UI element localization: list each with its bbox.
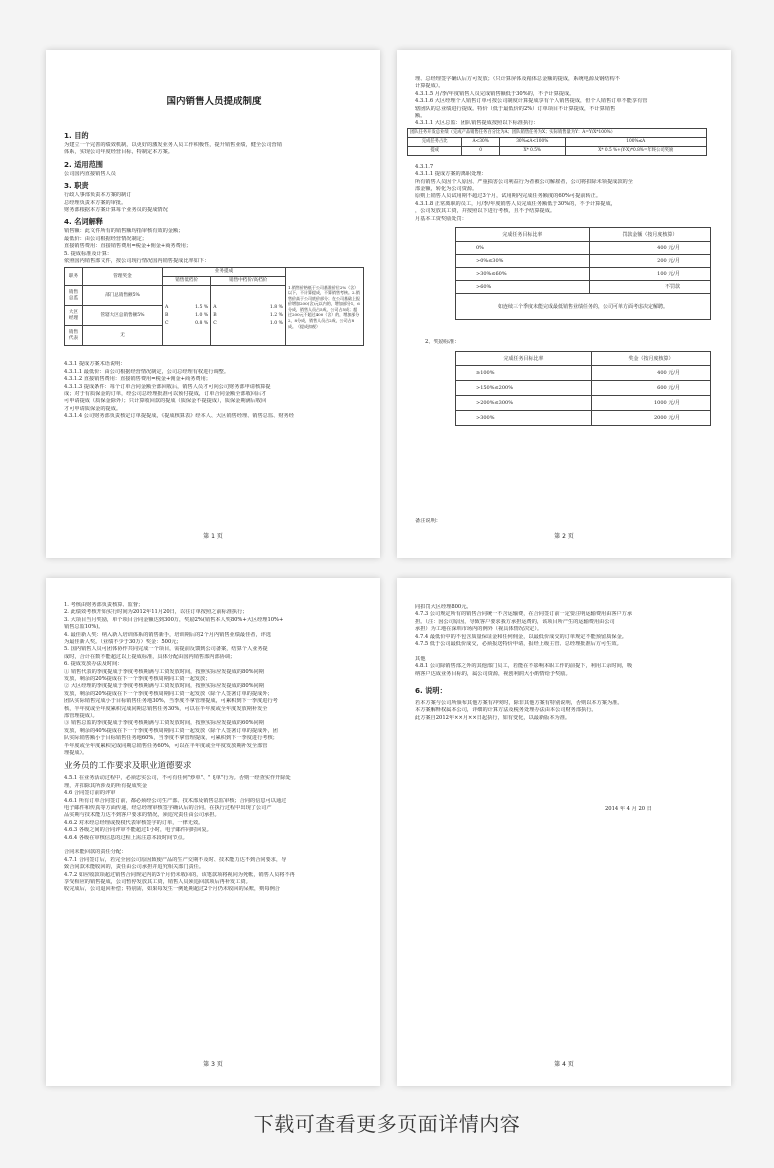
table-row <box>456 255 711 268</box>
table-cell: 不罚款 <box>589 281 710 294</box>
text-line: ① 销售代表的季度提成于季度考核期满与工资发放时间，按照实际应发提成的80%同期 <box>64 668 264 675</box>
text-line: 4.3.1.7 <box>415 163 434 170</box>
text-line: 团队实际销售完成小于目标销售任务地30%，当季度不拿管理提成，可累积到下一季度进行考 <box>64 698 278 705</box>
text-line: 队实际销售额小于目标销售任务地60%，当季度不拿管理提成，可累积到下一季度进行考核； <box>64 735 278 742</box>
text-line: 4.3.1.2 直接销售费用：直接销售费用=税金+佣金+商务费用； <box>64 376 211 383</box>
table-cell: 400 元/月 <box>591 366 710 381</box>
table-cell: 400 元/月 <box>589 242 710 255</box>
table-row <box>456 242 711 255</box>
text-line: 4.8.1 公司除销售部之外的其他部门员工，若能在不影响本职工作的前提下，利用工余时间，吸 <box>415 663 633 670</box>
text-line: 部管理提成）。 <box>64 713 98 719</box>
table-header: 罚款金额（按月度核算） <box>589 228 710 242</box>
page-number: 第 4 页 <box>554 1061 574 1068</box>
text-line: 4.7.1 合同签订后，若完全因公司原因致使产品的生产交期不及时、技术能力达不到合同要求，导 <box>64 856 287 863</box>
text-line: 4.3.1.4 公司财务部负责核定订单提提成，《提成核算表》经本人、大区销售经理、销售总监、财务经 <box>64 413 294 420</box>
text-line: 4.3.1.8 正常离职的员工，月/季/年度销售人员完成任务额低于30%的，不予计算提成， <box>415 200 616 207</box>
table-cell: X* 0.5 %+(Y-X)*0.8%=年终公司奖励 <box>565 146 706 155</box>
section-heading: 3. 职责 <box>64 181 89 191</box>
table-cell: 100%≤A <box>565 137 706 146</box>
table-header: 职务 <box>65 268 83 286</box>
table-cell: A<30% <box>462 137 500 146</box>
table-row <box>456 366 711 381</box>
table-cell: 0 <box>462 146 500 155</box>
section-heading: 4. 名词解释 <box>64 217 103 227</box>
table-row <box>408 146 707 155</box>
table-cell: >150%≤200% <box>456 381 592 396</box>
text-line: 4.3.1.1 最低价：由公司根据经营情况制定，公司总经理有权进行调整。 <box>64 368 230 375</box>
page-number: 第 2 页 <box>554 533 574 540</box>
text-line: 4.3.1.1 大区总监：团队销售提成按照以下标准执行： <box>415 120 539 127</box>
text-line: 纳客户达成业务目标的，属公司资源，视创利润大小酌情给予奖励。 <box>415 670 571 677</box>
text-line: 销售额：此文件所有的销售额均指审核有效的金额； <box>64 228 184 235</box>
footer-note: 备注说明： <box>415 518 441 524</box>
text-line: 成时，合计在数不能超过以上提成标准，具体分配由国内销售部内部协调； <box>64 653 236 660</box>
text-line: 销售总监10%)。 <box>64 624 104 631</box>
text-line: 5. 国内销售人员可团体协作共同完成一个项目，需提前反馈到公司备案，结算个人业务提 <box>64 646 268 653</box>
text-line: 才可申请质保金的提成。 <box>64 405 122 412</box>
rate-value: 0.8 % <box>195 320 209 326</box>
text-line: 核，半年度或全年度累积完成同期总销售任务30%，可以在半年度或全年度发放期补发全 <box>64 705 268 712</box>
table-cell: >30%≤60% <box>456 268 590 281</box>
text-line: 所有销售人员因个人原因、严重损害公司利益行为者被公司解雇者，公司将扣除未领提成款的全 <box>415 178 633 185</box>
rate-value: 1.2 % <box>269 312 283 318</box>
text-line: 4.7.2 如应收款项超过销售合同规定内的3个月仍未收回的，该笔款项将视同为死帐，销售人员将不再 <box>64 871 295 878</box>
role-cell: 大区经理 <box>65 306 83 326</box>
table-row <box>456 268 711 281</box>
table-note: 如连续三个季度未能完成最低销售业绩任务的，公司可单方面考虑决定解聘。 <box>456 294 711 320</box>
document-page-4 <box>397 578 731 1086</box>
role-cell: 销售总监 <box>65 286 83 306</box>
text-line: 4.7.3 公司规定所有的销售合同统一不含运输费，在合同签订前一定要注明运输费用由客户方承 <box>415 611 633 618</box>
text-line: 月基本工资奖励处罚： <box>415 215 467 222</box>
text-line: 体系，实现公司年度经营目标，特制定本方案。 <box>64 149 173 156</box>
text-line: 致合同款未能收回的，责任由公司承担并追究相关部门责任。 <box>64 864 205 871</box>
table-cell: ≥100% <box>456 366 592 381</box>
table-cell: >300% <box>456 411 592 426</box>
mid-price-rates <box>211 286 286 346</box>
text-line: 半年度或全年度累积完成同期总销售任务60%，可以在半年度或全年度发放期补发全部管 <box>64 742 268 749</box>
text-line: 5. 提成标准及计算： <box>64 250 113 257</box>
text-line: 4.6.1 所有订单合同签订前，都必须经公司生产部、技术部及销售总监审核；合同的信息可以通过 <box>64 797 287 804</box>
text-line: 3. 大项目当月奖励，单个项目合同金额达到300万，奖励2%(销售本人奖80%+大区经理10%+ <box>64 616 284 623</box>
text-line: 4.3.1.5 月/季/年度销售人员完成销售额低于30%的，不予计算提成。 <box>415 90 575 97</box>
table-caption: 团队任务开发总业绩（完成产品销售任务百分比为A；团队销售任务为X；实际销售量为Y：A=Y/X*100%） <box>408 128 707 137</box>
text-line: 成；对于有质保金的订单，经公司总经理批准可以预付提成，订单合同金额全部收回后才 <box>64 391 267 397</box>
table-cell: >0%≤30% <box>456 255 590 268</box>
text-line: 4.3.1.3 提成条件：每个订单合同金额全部回收后，销售人员才可向公司财务部申请核算提 <box>64 383 271 390</box>
page-number: 第 1 页 <box>203 533 223 540</box>
text-line: 4.3.1.1 提成方案的离职处理： <box>415 171 487 178</box>
table-row <box>456 281 711 294</box>
rate-value: 1.0 % <box>195 312 209 318</box>
grade-label: A <box>213 304 217 310</box>
table-cell: 600 元/月 <box>591 381 710 396</box>
table-cell: 0% <box>456 242 590 255</box>
text-line: 4.6.3 各级之间的合同评审不能超过1小时，电子邮件同时回复。 <box>64 827 212 834</box>
bonus-cell: 管辖大区总销售额5% <box>83 306 163 326</box>
text-line: 2. 此绩效考核开始实行时间为2012年11月20日，以往订单按照之前标准执行； <box>64 609 248 616</box>
text-line: 为最佳新人奖。（业绩不少于30万）奖金：500元； <box>64 639 182 645</box>
text-line: 1. 考核由财务部负责核算、监督； <box>64 602 144 608</box>
table-cell: 30%≤A<100% <box>499 137 565 146</box>
low-price-rates <box>163 286 211 346</box>
table-row <box>456 381 711 396</box>
table-header: 完成任务目标比率 <box>456 228 590 242</box>
table-row <box>456 411 711 426</box>
table-header: 奖金（按月度核算） <box>591 352 710 366</box>
text-line: 本方案解释权属本公司，详细的计算方法及税务处理办法由本公司财务部执行。 <box>415 707 597 714</box>
text-line: 担。（注：因公司原因，导致客户要求我方承担运费的，该项目所产生的运输费用由公司 <box>415 618 615 625</box>
text-line: 行政人事部负责本方案的制订 <box>64 192 132 199</box>
text-line: 其他 <box>415 655 426 662</box>
text-line: 合同未能回款的责任分配： <box>64 849 127 856</box>
text-line: ③ 销售总监的季度提成于季度考核期满与工资发放时间，按照实际应发提成的60%同期 <box>64 720 264 727</box>
document-page-1 <box>46 50 380 558</box>
table-row <box>456 396 711 411</box>
table-cell: 完成任务占比 <box>408 137 462 146</box>
text-line: 4.5.1 在业务活动过程中，必须忠实公司，不可有任何"炒单"、"飞单"行为。否则一经查实作开除处 <box>64 775 291 782</box>
text-line: 4.6.4 各级在审核信息的过程上需注意本段时间节点。 <box>64 834 188 841</box>
text-line: 最低价：由公司根据经营情况制定； <box>64 235 148 242</box>
text-line: 直接销售费用：直接销售费用=税金+佣金+商务费用； <box>64 243 192 250</box>
rate-value: 1.0 % <box>269 320 283 326</box>
text-line: 理、总经理签字确认后方可发放；（只计算屏体及箱体总金额的提成，系统电源及钢结构不 <box>415 76 620 82</box>
table-header: 管理奖金 <box>83 268 163 286</box>
table-cell: >200%≤300% <box>456 396 592 411</box>
signature-date: 2014 年 4 月 20 日 <box>605 806 652 812</box>
text-line: 收完成后，公司退回补偿；特别需，如果每发生一例延期超过2个月仍未收回的呆账，则每例合 <box>64 886 280 893</box>
text-line: 为建立一个完善的绩效机制，以更好的激发业务人员工作积极性，提升销售业绩，健全公司营销 <box>64 142 282 148</box>
text-line: 发放，剩余的40%提成在下一个季度考核周期同工资一起发放（除个人签署订单的提成外，团 <box>64 727 278 734</box>
text-line: 理提成）。 <box>64 750 88 756</box>
text-line: 可申请提成（质保金除外）；只计算收回款的提成（质保金不提提成），质保金期满后收回 <box>64 398 267 405</box>
section-title: 业务员的工作要求及职业道德要求 <box>64 761 192 772</box>
text-line: 4.6 合同签订前的评审 <box>64 790 116 797</box>
team-commission-table <box>407 128 707 156</box>
text-line: 原则上销售人员试用期不超过3个月，试用期内完成任务额度的60%可提前转正。 <box>415 193 602 200</box>
document-page-3 <box>46 578 380 1086</box>
text-line: 6. 提成发放办法及时间： <box>64 661 123 668</box>
table-cell: X* 0.5% <box>499 146 565 155</box>
table-cell: >60% <box>456 281 590 294</box>
grade-label: B <box>165 312 169 318</box>
table-cell: 提成 <box>408 146 462 155</box>
text-line: 4. 最佳新人奖：纳入新人培训体系的销售新手，培训期后的2个月内销售业绩最佳者，评选 <box>64 631 272 638</box>
grade-label: A <box>165 304 169 310</box>
text-line: 额。 <box>415 113 426 119</box>
rate-value: 1.5 % <box>195 304 209 310</box>
bonus-cell: 部门总销售额5% <box>83 286 163 306</box>
text-line: 享受相应的销售提成，公司暂停发放其工资，销售人员须追回款项后再补发工资。 <box>64 879 251 885</box>
table-header: 销售低档价 <box>163 277 211 286</box>
text-line: 4.7.5 低于公司最低价成交，必须报送特价申请，报经上级主管、总经理批准后方可生效。 <box>415 641 622 647</box>
page-number: 第 3 页 <box>203 1061 223 1068</box>
text-line: 若本方案与公司所颁布其他方案有冲突时，除非其他方案有特别说明，否则以本方案为准。 <box>415 700 623 706</box>
text-line: 4.6.2 对未经总经理或授权代表审核签字的订单，一律无效。 <box>64 819 204 826</box>
table-header: 完成任务目标比率 <box>456 352 592 366</box>
reward-label: 2、奖励标准： <box>425 339 460 345</box>
text-line: 4.3.1 提成方案术语说明： <box>64 361 126 368</box>
text-line: 辖团队的总业绩进行提成。特价（低于最低价的2%）订单项目不计算提成，不计算销售 <box>415 105 616 112</box>
text-line: ，公司发放其工资，并按照以下进行考核，且不予结算提成。 <box>415 208 556 215</box>
text-line: 公司国内直接销售人员 <box>64 170 116 177</box>
text-line: 依照国内销售部文件，按公司现行情况国内销售提成比率如下： <box>64 258 210 264</box>
text-line: 4.7.4 最低价中的不包含质量保证金和任何佣金，以最低价成交的订单规定不能预留质保金。 <box>415 633 627 640</box>
text-line: 电子邮件和传真等方面传递，经总经理审核签字确认后的合同，在执行过程中出现了公司产 <box>64 805 272 811</box>
text-line: 品实期与技术能力达不到客户要求的情况，须追究责任由公司承担。 <box>64 812 220 819</box>
text-line: 部金额，转化为公司资源。 <box>415 186 478 192</box>
text-line: 承担）为工地在深圳市场内的例外（视具体情况决定）。 <box>415 626 543 633</box>
table-header: 销售中档价/高档价 <box>211 277 286 286</box>
text-line: 发放，剩余的20%提成在下一个季度考核周期同工资一起发放（除个人签署订单的提成外； <box>64 690 273 697</box>
section-heading: 2. 适用范围 <box>64 159 103 169</box>
commission-rate-table <box>64 267 364 346</box>
table-cell: 200 元/月 <box>589 255 710 268</box>
grade-label: C <box>213 320 217 326</box>
table-cell: 2000 元/月 <box>591 411 710 426</box>
penalty-table <box>455 227 711 320</box>
section-heading: 6. 说明： <box>415 686 447 695</box>
reward-table <box>455 351 711 426</box>
text-line: 财务部根据本方案计算每个业务员的提成情况 <box>64 207 168 213</box>
text-line: 同扣罚大区经理800元。 <box>415 604 472 610</box>
table-header: 业务提成 <box>163 268 286 277</box>
text-line: 总经理负责本方案的审批。 <box>64 199 127 206</box>
rate-value: 1.8 % <box>269 304 283 310</box>
role-cell: 销售代表 <box>65 326 83 346</box>
document-title: 国内销售人员提成制度 <box>166 96 262 107</box>
text-line: 此方案自2012年××月××日起执行，如有变化，以最新版本为准。 <box>415 714 571 721</box>
grade-label: B <box>213 312 217 318</box>
text-line: 4.3.1.6 大区经理个人销售订单可按公司制度计算提成享有个人销售提成，但个人销售订单不能享有管 <box>415 98 648 105</box>
table-cell: 100 元/月 <box>589 268 710 281</box>
grade-label: C <box>165 320 169 326</box>
text-line: 计算提成）。 <box>415 83 444 90</box>
text-line: 发放，剩余的20%提成在下一个季度考核周期同工资一起发放； <box>64 676 211 682</box>
bonus-cell: 无 <box>83 326 163 346</box>
table-row <box>408 137 707 146</box>
text-line: 理，并扣除其所涉及的所有提成奖金 <box>64 782 148 789</box>
table-cell: 1000 元/月 <box>591 396 710 411</box>
text-line: ② 大区经理的季度提成于季度考核期满与工资发放时间，按照实际应发提成的80%同期 <box>64 683 264 690</box>
download-caption: 下载可查看更多页面详情内容 <box>253 1112 521 1136</box>
document-page-2 <box>397 50 731 558</box>
table-note: 1.销售价格低于公司基准价位2%（含）以下，不计算提成，不算销售考核。2.销售价高于公司底价部分；在公司基础上报价增加200(含)元以内的，增加部分1，6分成，销售人员占5成，公司占5成；超过200元不超过400（含）的，增加部分2，8分成，销售人员占2成，公司占8成。（提成扣税） <box>286 268 364 346</box>
section-heading: 1. 目的 <box>64 131 89 140</box>
